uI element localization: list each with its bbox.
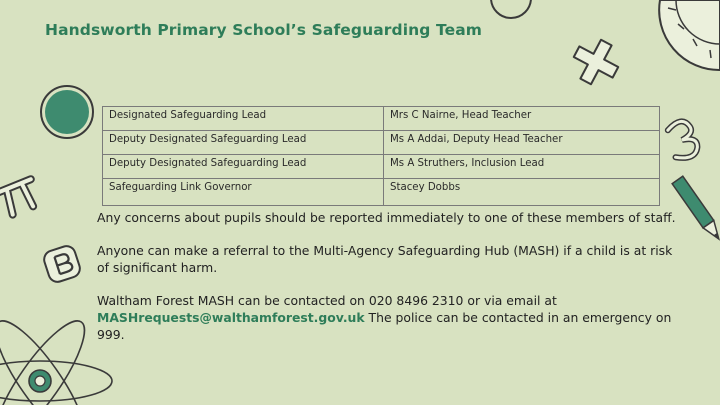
mash-contact-text: Waltham Forest MASH can be contacted on 020 8496 2310 or via email at xyxy=(97,293,557,308)
person-cell: Mrs C Nairne, Head Teacher xyxy=(384,107,660,131)
mash-paragraph xyxy=(97,292,687,343)
concerns-paragraph: Any concerns about pupils should be reported immediately to one of these members of staff. xyxy=(97,210,676,225)
page-title: Handsworth Primary School’s Safeguarding Team xyxy=(45,21,483,39)
police-contact-text: The police can be contacted in an emergency on 999. xyxy=(97,310,672,342)
person-cell: Ms A Struthers, Inclusion Lead xyxy=(384,155,660,179)
role-cell: Safeguarding Link Governor xyxy=(103,179,384,206)
atom-icon xyxy=(0,311,112,405)
table-row xyxy=(103,107,660,131)
plus-icon xyxy=(566,32,626,92)
referral-paragraph: Anyone can make a referral to the Multi-Agency Safeguarding Hub (MASH) if a child is at risk of significant harm. xyxy=(97,243,673,275)
person-cell: Stacey Dobbs xyxy=(384,179,660,206)
table-row xyxy=(103,131,660,155)
mash-email-link[interactable]: MASHrequests@walthamforest.gov.uk xyxy=(97,310,365,325)
safeguarding-team-table xyxy=(102,106,660,206)
person-cell: Ms A Addai, Deputy Head Teacher xyxy=(384,131,660,155)
table-row xyxy=(103,155,660,179)
protractor-icon xyxy=(659,0,720,70)
three-symbol-icon xyxy=(665,119,701,162)
role-cell: Deputy Designated Safeguarding Lead xyxy=(103,155,384,179)
pi-symbol-icon xyxy=(0,179,41,217)
teal-circle-icon xyxy=(41,86,93,138)
letter-b-icon xyxy=(42,244,82,284)
role-cell: Deputy Designated Safeguarding Lead xyxy=(103,131,384,155)
circle-outline-icon xyxy=(491,0,531,18)
body-text xyxy=(97,209,687,359)
role-cell: Designated Safeguarding Lead xyxy=(103,107,384,131)
table-row xyxy=(103,179,660,206)
